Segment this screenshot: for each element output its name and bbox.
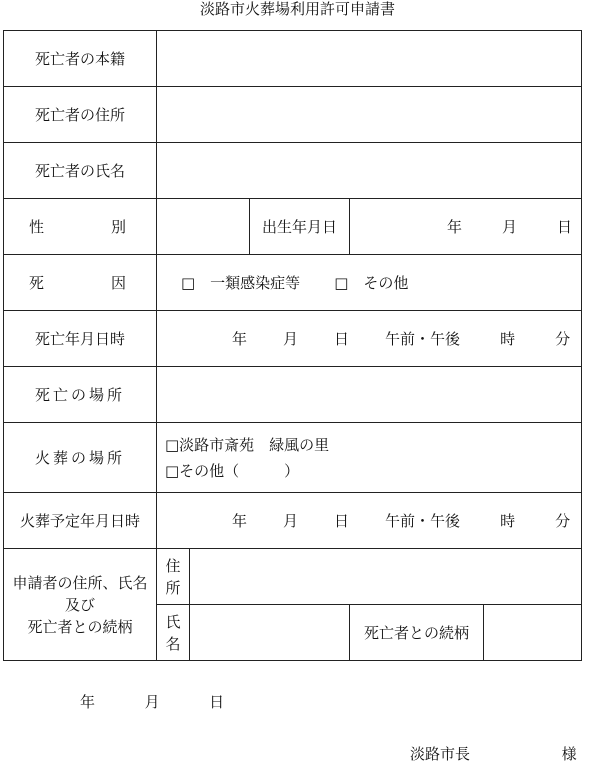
cause-option-other[interactable]: □ その他	[334, 274, 409, 292]
row-honseki	[4, 31, 582, 87]
row-name	[4, 143, 582, 199]
death-datetime-field[interactable]	[157, 311, 582, 367]
address-label: 死亡者の住所	[4, 87, 157, 143]
application-month: 月	[144, 693, 160, 711]
application-day: 日	[209, 693, 225, 711]
cremation-option-ryokufu[interactable]: □淡路市斎苑 緑風の里	[165, 435, 330, 454]
birth-month: 月	[502, 218, 518, 236]
row-applicant-address	[4, 549, 582, 605]
row-planned-datetime	[4, 493, 582, 549]
planned-datetime-label: 火葬予定年月日時	[4, 493, 157, 549]
death-hour: 時	[500, 330, 516, 348]
relation-label: 死亡者との続柄	[350, 605, 484, 661]
planned-datetime-field[interactable]	[157, 493, 582, 549]
application-date	[80, 691, 224, 712]
death-datetime-label: 死亡年月日時	[4, 311, 157, 367]
applicant-label-line1: 申請者の住所、氏名	[12, 573, 148, 592]
applicant-name-label	[157, 605, 190, 661]
honseki-label: 死亡者の本籍	[4, 31, 157, 87]
cremation-place-field	[157, 423, 582, 493]
honseki-field[interactable]	[157, 31, 582, 87]
address-field[interactable]	[157, 87, 582, 143]
cause-field	[157, 255, 582, 311]
sex-label	[4, 199, 157, 255]
death-ampm: 午前・午後	[385, 330, 461, 348]
death-month: 月	[283, 330, 299, 348]
death-place-field[interactable]	[157, 367, 582, 423]
death-place-label: 死亡の場所	[4, 367, 157, 423]
applicant-name-field[interactable]	[190, 605, 350, 661]
sex-label-char2: 別	[110, 218, 126, 236]
birth-label: 出生年月日	[250, 199, 350, 255]
form-title: 淡路市火葬場利用許可申請書	[199, 0, 395, 18]
applicant-address-field[interactable]	[190, 549, 582, 605]
applicant-name-char2: 名	[165, 634, 181, 653]
cause-option-infectious[interactable]: □ 一類感染症等	[181, 274, 301, 292]
row-death-datetime	[4, 311, 582, 367]
applicant-address-label	[157, 549, 190, 605]
name-label: 死亡者の氏名	[4, 143, 157, 199]
death-year: 年	[232, 330, 248, 348]
birth-field[interactable]	[350, 199, 582, 255]
row-death-place	[4, 367, 582, 423]
death-day: 日	[334, 330, 350, 348]
cremation-place-label: 火葬の場所	[4, 423, 157, 493]
applicant-address-char2: 所	[165, 578, 181, 597]
sex-label-char1: 性	[29, 218, 45, 236]
cause-label-char1: 死	[29, 274, 45, 292]
row-cause	[4, 255, 582, 311]
cause-label-char2: 因	[110, 274, 126, 292]
honorific: 様	[561, 745, 577, 763]
applicant-name-char1: 氏	[165, 612, 181, 631]
application-year: 年	[80, 693, 96, 711]
planned-month: 月	[283, 512, 299, 530]
death-minute: 分	[555, 330, 571, 348]
applicant-address-char1: 住	[165, 556, 181, 575]
applicant-label-line2: 及び	[64, 595, 95, 614]
planned-minute: 分	[555, 512, 571, 530]
planned-year: 年	[232, 512, 248, 530]
application-form-table	[3, 30, 582, 661]
birth-day: 日	[557, 218, 573, 236]
relation-field[interactable]	[484, 605, 582, 661]
applicant-label	[4, 549, 157, 661]
planned-ampm: 午前・午後	[385, 512, 461, 530]
cause-label	[4, 255, 157, 311]
applicant-label-line3: 死亡者との続柄	[27, 617, 133, 636]
row-address	[4, 87, 582, 143]
addressee	[410, 743, 577, 764]
sex-field[interactable]	[157, 199, 250, 255]
planned-hour: 時	[500, 512, 516, 530]
row-cremation-place	[4, 423, 582, 493]
row-sex-birth	[4, 199, 582, 255]
name-field[interactable]	[157, 143, 582, 199]
mayor-title: 淡路市長	[410, 745, 471, 763]
birth-year: 年	[447, 218, 463, 236]
cremation-option-other[interactable]: □その他（ ）	[165, 461, 300, 480]
planned-day: 日	[334, 512, 350, 530]
